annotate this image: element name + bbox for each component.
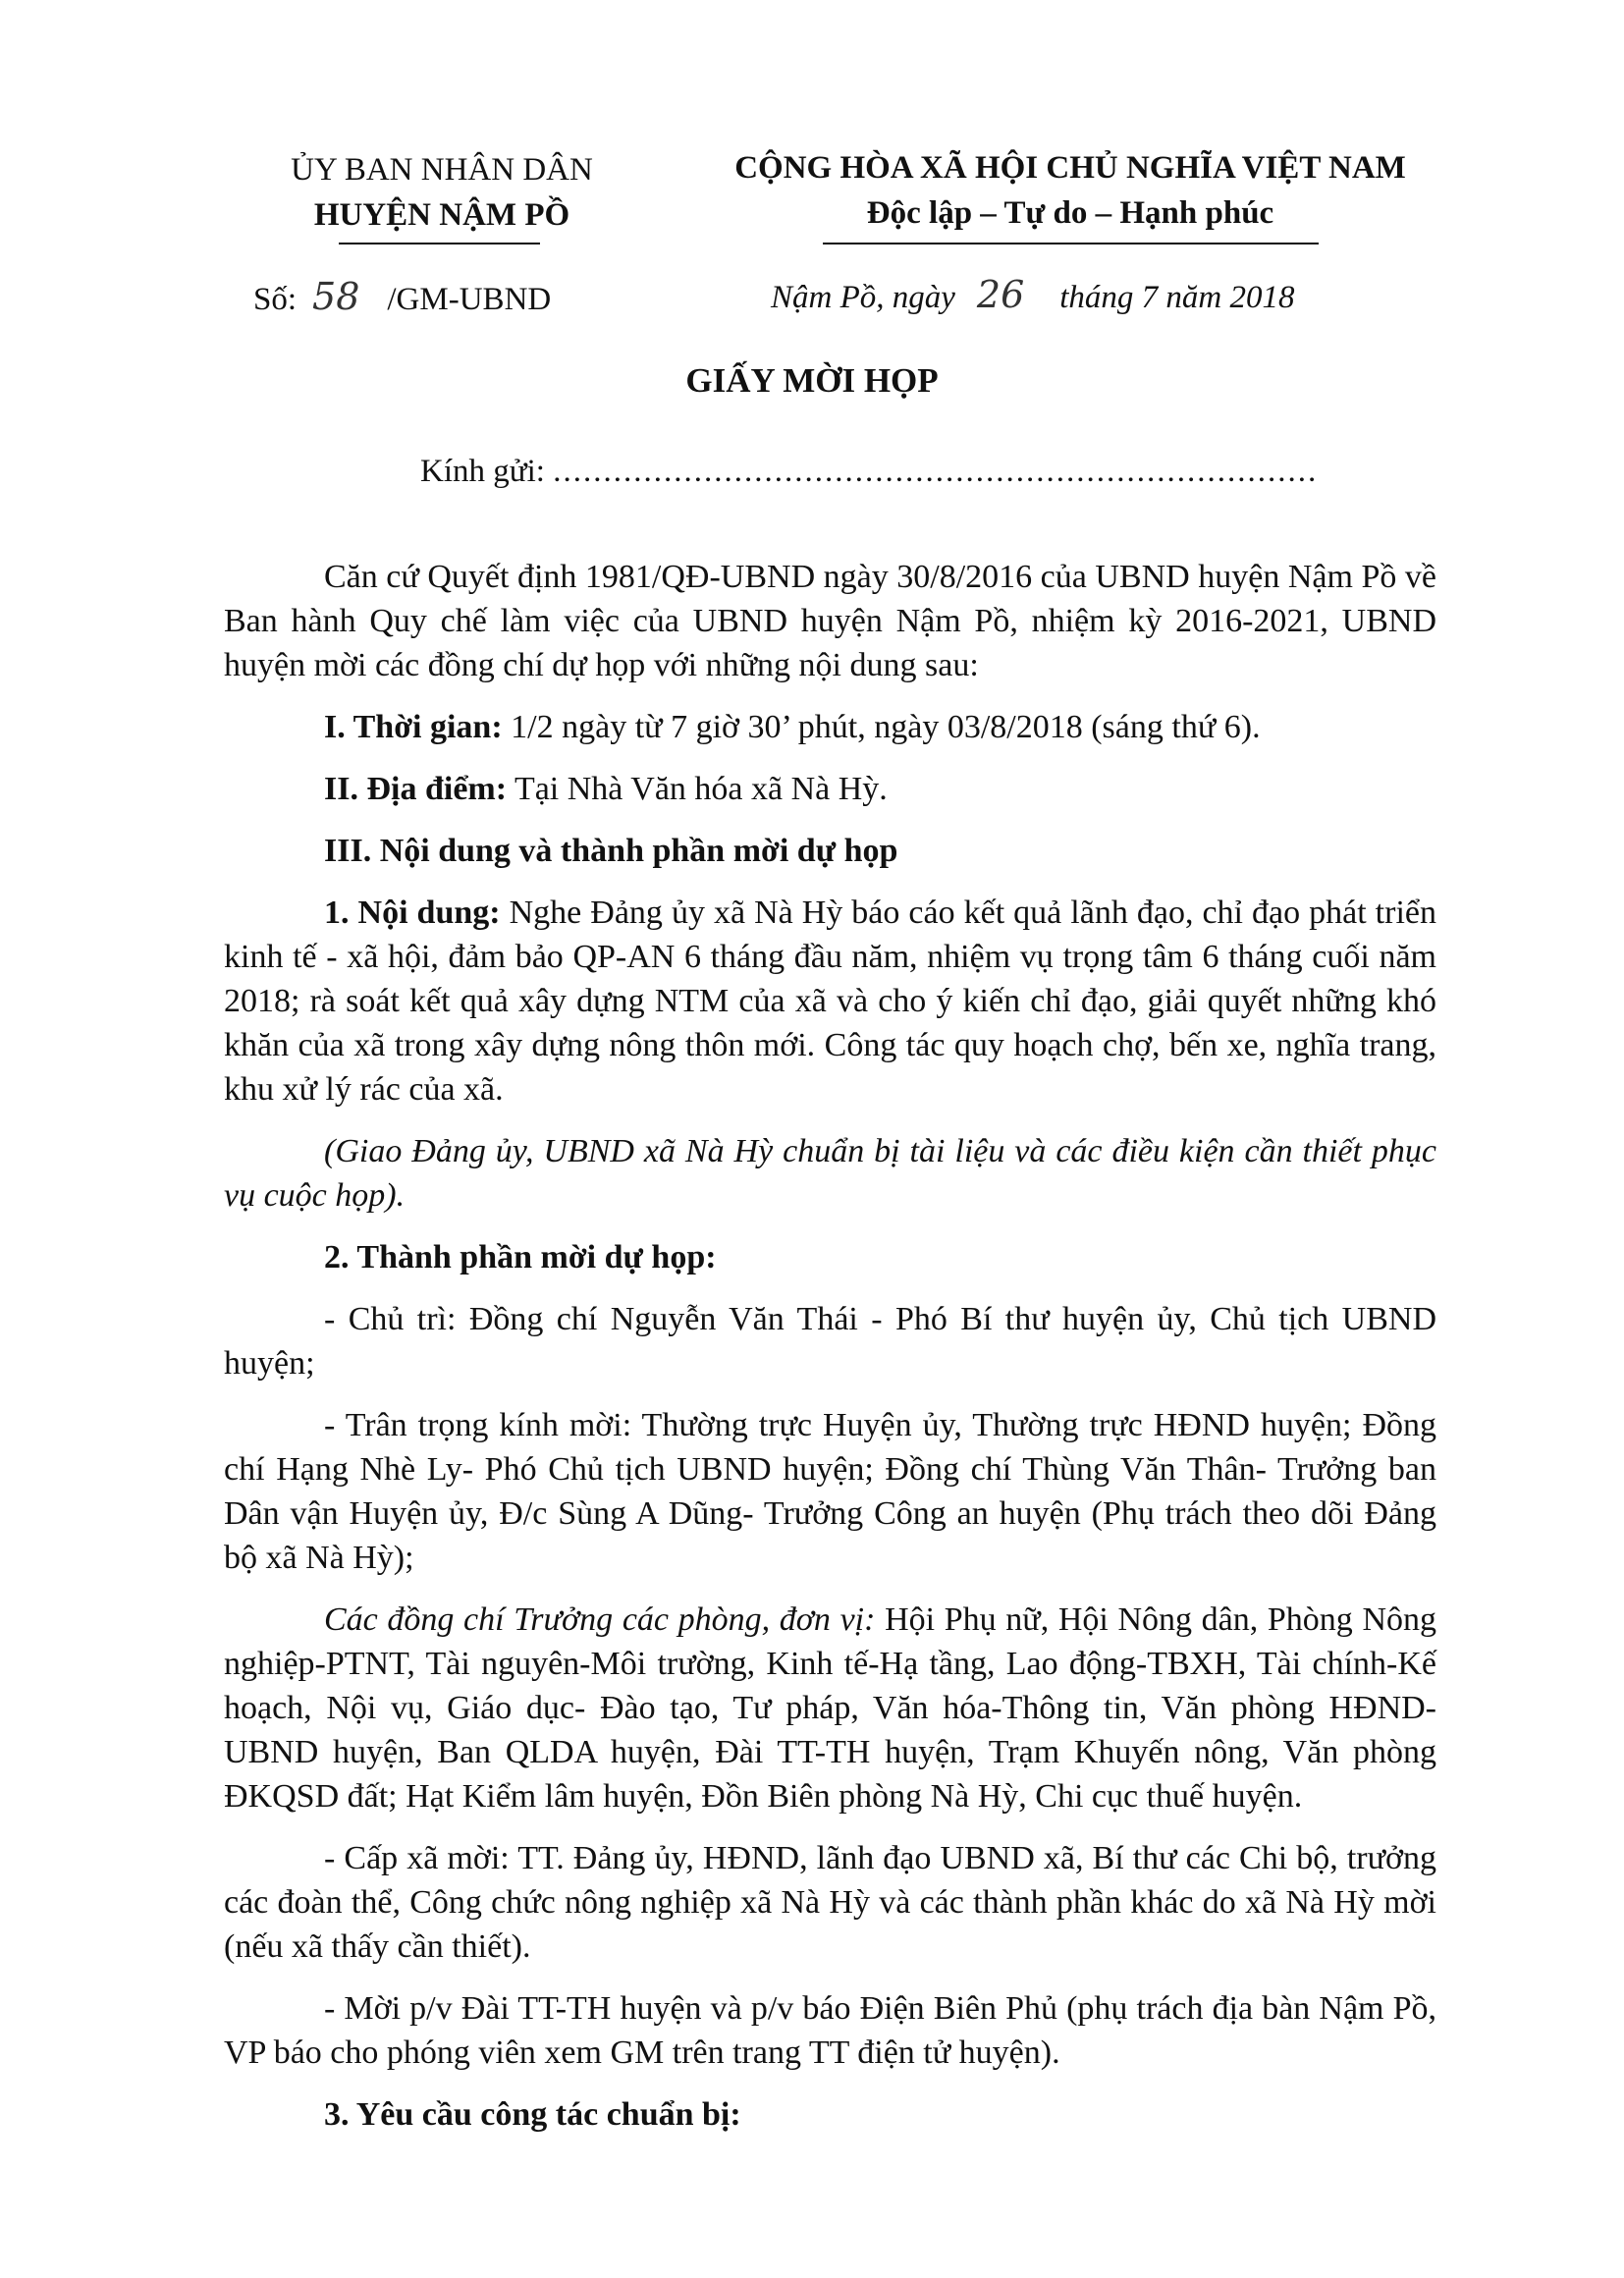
heads-paragraph xyxy=(224,1598,1436,1818)
recipient-label: Kính gửi: xyxy=(420,454,545,489)
intro-paragraph: Căn cứ Quyết định 1981/QĐ-UBND ngày 30/8/2016 của UBND huyện Nậm Pồ về Ban hành Quy chế làm việc của UBND huyện Nậm Pồ, nhiệm kỳ 2016-2021, UBND huyện mời các đồng chí dự họp với những nội dung sau: xyxy=(224,559,1436,683)
content-note: (Giao Đảng ủy, UBND xã Nà Hỳ chuẩn bị tài liệu và các điều kiện cần thiết phục vụ cuộc họp). xyxy=(224,1133,1436,1214)
date-suffix: tháng 7 năm 2018 xyxy=(1059,280,1295,315)
number-prefix: Số: xyxy=(253,282,298,317)
commune-paragraph: - Cấp xã mời: TT. Đảng ủy, HĐND, lãnh đạo UBND xã, Bí thư các Chi bộ, trưởng các đoàn thể, Công chức nông nghiệp xã Nà Hỳ và các thành phần khác do xã Nà Hỳ mời (nếu xã thấy cần thiết). xyxy=(224,1840,1436,1965)
document-number xyxy=(253,275,551,318)
number-suffix: /GM-UBND xyxy=(387,282,552,317)
agency-line-1: ỦY BAN NHÂN DÂN xyxy=(291,152,593,188)
content-paragraph xyxy=(224,891,1436,1112)
agency-underline xyxy=(339,243,540,244)
time-label: I. Thời gian: xyxy=(324,709,503,745)
section-3-heading: III. Nội dung và thành phần mời dự họp xyxy=(324,833,898,869)
document-title: GIẤY MỜI HỌP xyxy=(685,361,939,400)
issuing-agency xyxy=(236,147,648,238)
number-handwritten: 58 xyxy=(312,275,360,318)
motto-underline xyxy=(823,243,1319,244)
place-label: II. Địa điểm: xyxy=(324,771,508,807)
content-text: Nghe Đảng ủy xã Nà Hỳ báo cáo kết quả lãnh đạo, chỉ đạo phát triển kinh tế - xã hội, đảm bảo QP-AN 6 tháng đầu năm, nhiệm vụ trọng tâm 6 tháng cuối năm 2018; rà soát kết quả xây dựng NTM của xã và cho ý kiến chỉ đạo, giải quyết những khó khăn của xã trong xây dựng nông thôn mới. Công tác quy hoạch chợ, bến xe, nghĩa trang, khu xử lý rác của xã. xyxy=(224,895,1436,1108)
participants-heading: 2. Thành phần mời dự họp: xyxy=(324,1239,717,1275)
chair-paragraph: - Chủ trì: Đồng chí Nguyễn Văn Thái - Phó Bí thư huyện ủy, Chủ tịch UBND huyện; xyxy=(224,1301,1436,1382)
press-paragraph: - Mời p/v Đài TT-TH huyện và p/v báo Điện Biên Phủ (phụ trách địa bàn Nậm Pồ, VP báo cho phóng viên xem GM trên trang TT điện tử huyện). xyxy=(224,1990,1436,2071)
nation-line-1: CỘNG HÒA XÃ HỘI CHỦ NGHĨA VIỆT NAM xyxy=(734,150,1406,186)
day-handwritten: 26 xyxy=(976,273,1025,316)
place-text: Tại Nhà Văn hóa xã Nà Hỳ. xyxy=(507,771,888,807)
time-text: 1/2 ngày từ 7 giờ 30’ phút, ngày 03/8/2018 (sáng thứ 6). xyxy=(502,709,1261,745)
national-motto xyxy=(677,145,1463,236)
nation-line-2: Độc lập – Tự do – Hạnh phúc xyxy=(866,195,1274,231)
time-paragraph xyxy=(224,705,1436,749)
invite-paragraph: - Trân trọng kính mời: Thường trực Huyện ủy, Thường trực HĐND huyện; Đồng chí Hạng Nhè Ly- Phó Chủ tịch UBND huyện; Đồng chí Thùng Văn Thân- Trưởng ban Dân vận Huyện ủy, Đ/c Sùng A Dũng- Trưởng Công an huyện (Phụ trách theo dõi Đảng bộ xã Nà Hỳ); xyxy=(224,1407,1436,1576)
document-body xyxy=(224,555,1436,2154)
heads-label: Các đồng chí Trưởng các phòng, đơn vị: xyxy=(324,1601,876,1638)
heads-text: Hội Phụ nữ, Hội Nông dân, Phòng Nông nghiệp-PTNT, Tài nguyên-Môi trường, Kinh tế-Hạ tầng, Lao động-TBXH, Tài chính-Kế hoạch, Nội vụ, Giáo dục- Đào tạo, Tư pháp, Văn hóa-Thông tin, Văn phòng HĐND-UBND huyện, Ban QLDA huyện, Đài TT-TH huyện, Trạm Khuyến nông, Văn phòng ĐKQSD đất; Hạt Kiểm lâm huyện, Đồn Biên phòng Nà Hỳ, Chi cục thuế huyện. xyxy=(224,1601,1436,1815)
agency-line-2: HUYỆN NẬM PỒ xyxy=(313,197,570,233)
recipient-dots: ............................................................................ xyxy=(553,454,1319,489)
place-paragraph xyxy=(224,767,1436,811)
issue-date xyxy=(771,273,1295,316)
content-label: 1. Nội dung: xyxy=(324,895,501,931)
recipient-line xyxy=(420,454,1318,490)
date-prefix: Nậm Pồ, ngày xyxy=(771,280,955,315)
prep-heading: 3. Yêu cầu công tác chuẩn bị: xyxy=(324,2096,741,2133)
